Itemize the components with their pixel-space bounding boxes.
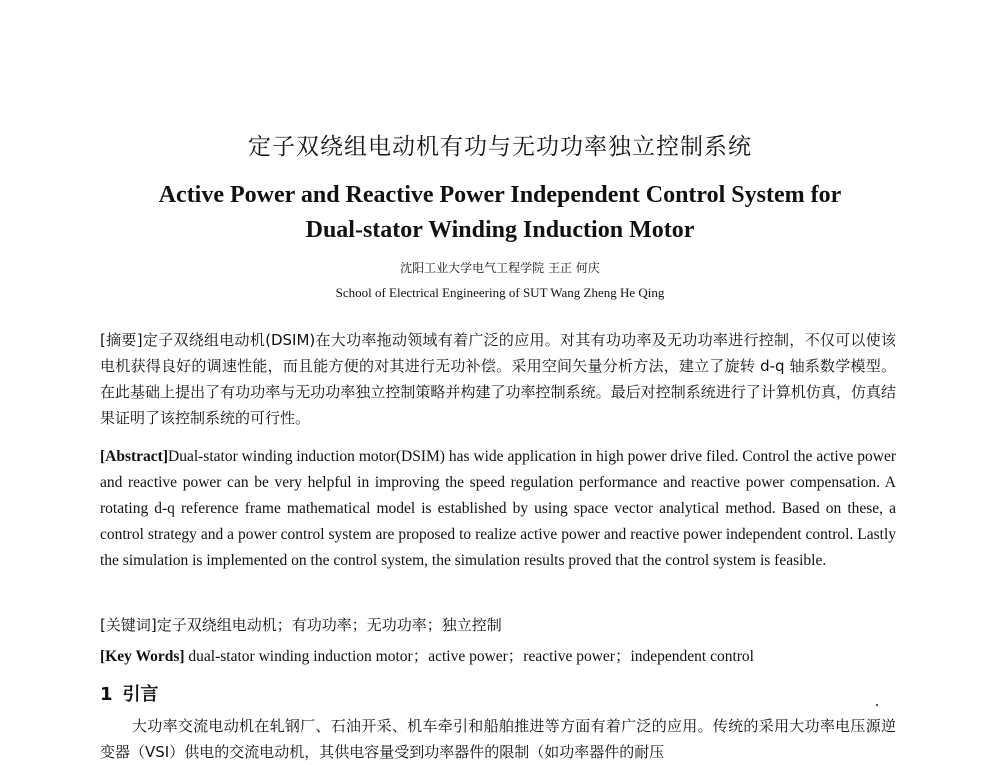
paper-title-chinese: 定子双绕组电动机有功与无功功率独立控制系统 (248, 134, 752, 160)
affiliation-chinese: 沈阳工业大学电气工程学院 王正 何庆 (400, 261, 600, 275)
keywords-chinese (100, 612, 896, 638)
keywords-chinese-label: [关键词] (100, 616, 157, 634)
abstract-chinese-label: [摘要] (100, 331, 143, 349)
introduction-paragraph: 大功率交流电动机在轧钢厂、石油开采、机车牵引和船舶推进等方面有着广泛的应用。传统的采用大功率电压源逆变器（VSI）供电的交流电动机，其供电容量受到功率器件的限制（如功率器件的耐压 (100, 717, 896, 761)
paper-title-english-line-2: Dual-stator Winding Induction Motor (305, 217, 695, 243)
abstract-chinese (100, 327, 896, 431)
paper-title-english (0, 178, 1000, 248)
affiliation-english: School of Electrical Engineering of SUT Wang Zheng He Qing (335, 285, 665, 300)
abstract-english (100, 444, 896, 574)
section-number: 1 (100, 684, 113, 705)
abstract-english-text: Dual-stator winding induction motor(DSIM) has wide application in high power drive filed. Control the active power and reactive power can be very helpful in improving the speed regulation performance and reactive power compensation. A rotating d-q reference frame mathematical model is established by using space vector analytical method. Based on these, a control strategy and a power control system are proposed to realize active power and reactive power independent control. Lastly the simulation is implemented on the control system, the simulation results proved that the control system is feasible. (100, 448, 896, 569)
keywords-chinese-text: 定子双绕组电动机；有功功率；无功功率；独立控制 (156, 616, 502, 634)
abstract-chinese-text: 定子双绕组电动机(DSIM)在大功率拖动领域有着广泛的应用。对其有功功率及无功功率进行控制，不仅可以使该电机获得良好的调速性能，而且能方便的对其进行无功补偿。采用空间矢量分析方法，建立了旋转 d-q 轴系数学模型。在此基础上提出了有功功率与无功功率独立控制策略并构建了功率控制系统。最后对控制系统进行了计算机仿真，仿真结果证明了该控制系统的可行性。 (100, 331, 896, 427)
paper-title-english-line-1: Active Power and Reactive Power Independent Control System for (158, 182, 842, 208)
section-title: 引言 (122, 684, 159, 705)
scan-speck (876, 704, 878, 706)
section-heading-introduction (100, 680, 159, 706)
keywords-english (100, 644, 896, 670)
keywords-english-label: [Key Words] (100, 648, 185, 665)
abstract-english-label: [Abstract] (100, 448, 169, 465)
keywords-english-text: dual-stator winding induction motor；active power；reactive power；independent control (184, 648, 754, 665)
